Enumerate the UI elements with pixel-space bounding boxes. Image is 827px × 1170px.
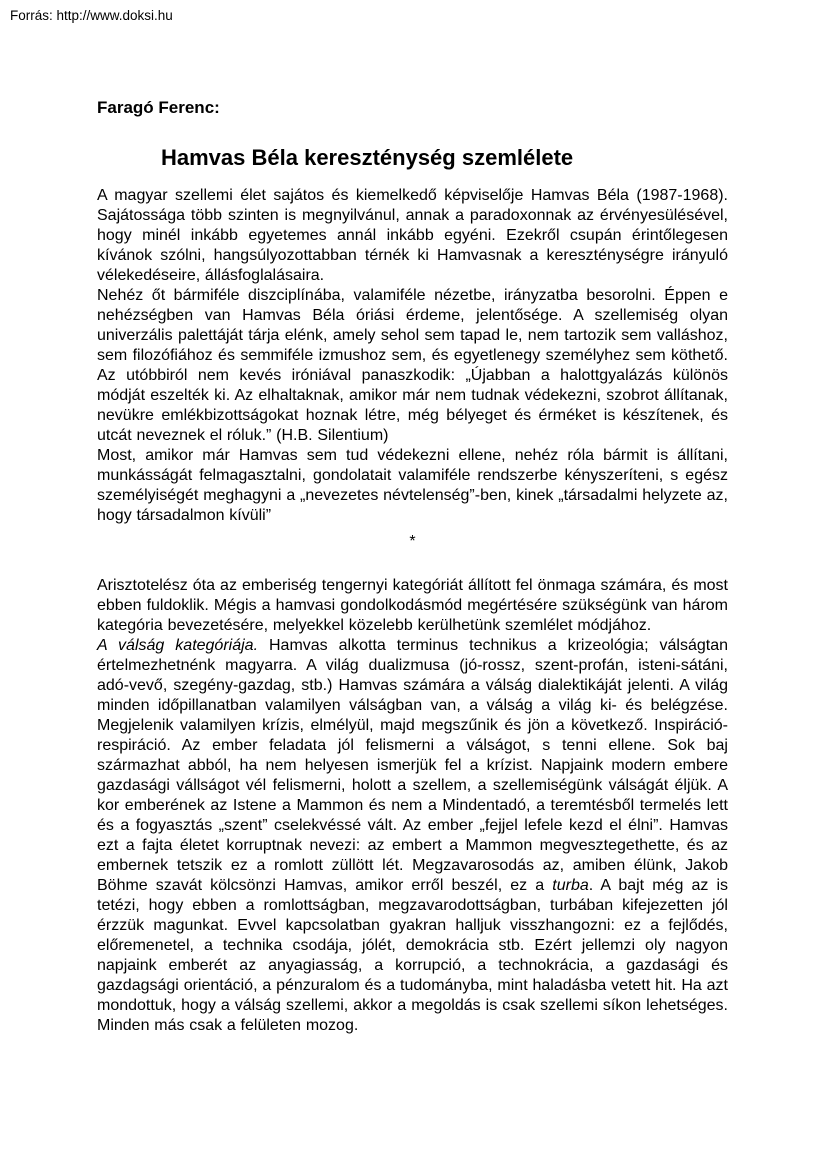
text-block-intro bbox=[97, 186, 728, 526]
paragraph-text-italic: A válság kategóriája. bbox=[97, 637, 259, 654]
page-title: Hamvas Béla kereszténység szemlélete bbox=[161, 145, 574, 170]
source-url-label: Forrás: http://www.doksi.hu bbox=[10, 8, 173, 23]
paragraph bbox=[97, 576, 728, 636]
text-block-main bbox=[97, 576, 728, 1036]
paragraph-text: Arisztotelész óta az emberiség tengernyi kategóriát állított fel önmaga számára, és most ebben fuldoklik. Mégis a hamvasi gondolkodásmód megértésére szükségünk van három kategória bevezetésére, melyekkel közelebb kerülhetünk szemlélet módjához. bbox=[97, 577, 728, 634]
section-separator: * bbox=[409, 533, 416, 550]
paragraph-text: A magyar szellemi élet sajátos és kiemelkedő képviselője Hamvas Béla (1987-1968). Sajátossága több szinten is megnyilvánul, annak a paradoxonnak az érvényesülésével, hogy minél inkább egyetemes annál inkább egyéni. Ezekről csupán érintőlegesen kívánok szólni, hangsúlyozottabban térnék ki Hamvasnak a kereszténységre irányuló vélekedéseire, állásfoglalásaira. bbox=[97, 187, 728, 284]
paragraph-text: Most, amikor már Hamvas sem tud védekezni ellene, nehéz róla bármit is állítani, munkásságát felmagasztalni, gondolatait valamiféle rendszerbe kényszeríteni, s egész személyiségét meghagyni a „nevezetes névtelenség”-ben, kinek „társadalmi helyzete az, hogy társadalmon kívüli” bbox=[97, 447, 728, 524]
paragraph bbox=[97, 636, 728, 1036]
paragraph-text: Nehéz őt bármiféle diszciplínába, valamiféle nézetbe, irányzatba besorolni. Éppen e nehézségben van Hamvas Béla óriási érdeme, jelentősége. A szellemiség olyan univerzális palettáját tárja elénk, amely sehol sem tapad le, nem tartozik sem valláshoz, sem filozófiához és semmiféle izmushoz sem, és egyetlenegy személyhez sem köthető. Az utóbbiról nem kevés iróniával panaszkodik: „Újabban a halottgyalázás különös módját eszelték ki. Az elhaltaknak, amikor már nem tudnak védekezni, szobrot állítanak, nevükre emlékbizottságokat hoznak létre, még bélyeget és érméket is készítenek, és utcát neveznek el róluk.” (H.B. Silentium) bbox=[97, 287, 728, 444]
paragraph-text: Hamvas alkotta terminus technikus a krizeológia; válságtan értelmezhetnénk magyarra. A világ dualizmusa (jó-rossz, szent-profán, isteni-sátáni, adó-vevő, szegény-gazdag, stb.) Hamvas számára a válság dialektikáját jelenti. A világ minden időpillanatban valamilyen válságban van, a válság a világ ki- és belégzése. Megjelenik valamilyen krízis, elmélyül, majd megszűnik és jön a következő. Inspiráció-respiráció. Az ember feladata jól felismerni a válságot, s tenni ellene. Sok baj származhat abból, ha nem helyesen ismerjük fel a krízist. Napjaink modern embere gazdasági vállságot vél felismerni, holott a szellem, a szellemiségünk válságát éljük. A kor emberének az Istene a Mammon és nem a Mindentadó, a teremtésből termelés lett és a fogyasztás „szent” cselekvéssé vált. Az ember „fejjel lefele kezd el élni”. Hamvas ezt a fajta életet korruptnak nevezi: az embert a Mammon megvesztegethette, és az embernek tetszik ez a romlott züllött lét. Megzavarosodás az, amiben élünk, Jakob Böhme szavát kölcsönzi Hamvas, amikor erről beszél, ez a bbox=[97, 637, 728, 894]
paragraph bbox=[97, 186, 728, 286]
document-content bbox=[97, 98, 728, 1036]
author-line: Faragó Ferenc: bbox=[97, 98, 220, 117]
paragraph-text: . A bajt még az is tetézi, hogy ebben a romlottságban, megzavarodottságban, turbában kifejezetten jól érzzük magunkat. Evvel kapcsolatban gyakran halljuk visszhangozni: ez a fejlődés, előremenetel, a technika csodája, jólét, demokrácia stb. Ezért jellemzi oly nagyon napjaink emberét az anyagiasság, a korrupció, a technokrácia, a gazdasági és gazdagsági orientáció, a pénzuralom és a tudományba, mint haladásba vetett hit. Ha azt mondottuk, hogy a válság szellemi, akkor a megoldás is csak szellemi síkon lehetséges. Minden más csak a felületen mozog. bbox=[97, 877, 728, 1034]
paragraph-text-italic: turba bbox=[552, 877, 589, 894]
paragraph bbox=[97, 286, 728, 446]
paragraph bbox=[97, 446, 728, 526]
